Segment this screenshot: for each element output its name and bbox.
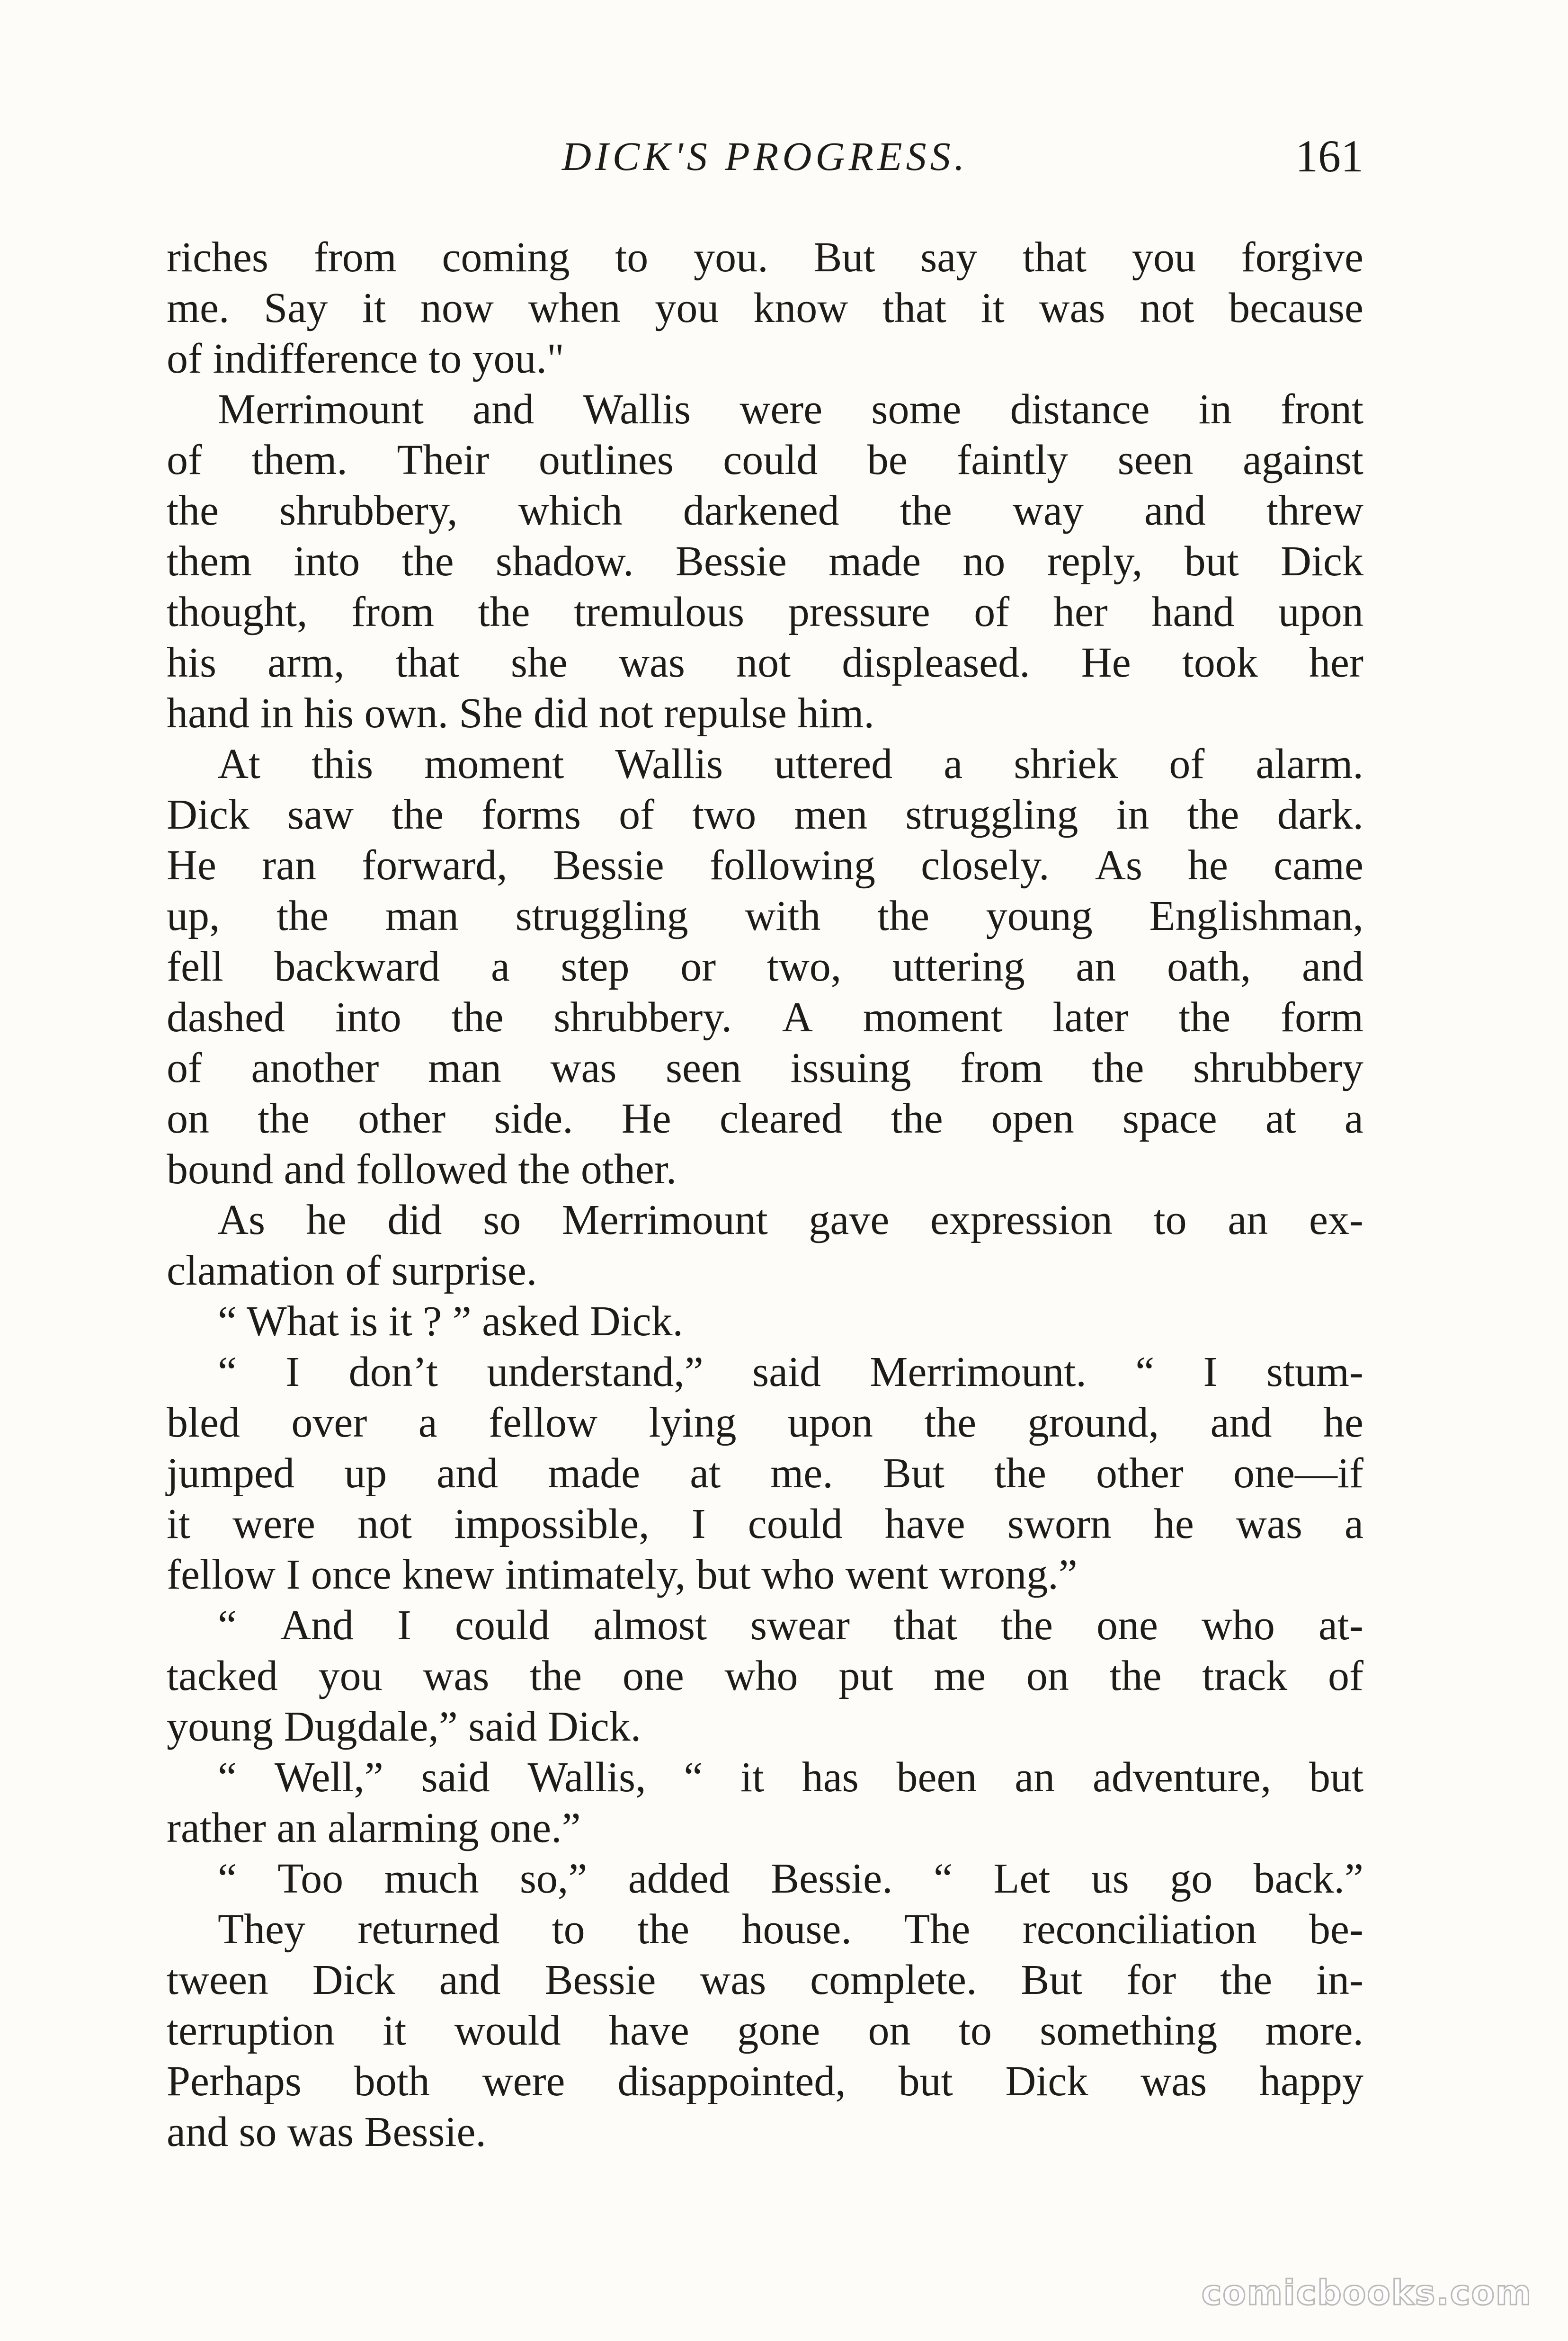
text-line: fell backward a step or two, uttering an oath, and [167, 943, 1363, 990]
text-line: of another man was seen issuing from the shrubbery [167, 1045, 1363, 1091]
text-line: terruption it would have gone on to something more. [167, 2007, 1363, 2054]
text-line: clamation of surprise. [167, 1247, 537, 1294]
text-line: riches from coming to you. But say that you forgive [167, 234, 1363, 281]
text-line: Dick saw the forms of two men struggling in the dark. [167, 791, 1363, 838]
text-line: At this moment Wallis uttered a shriek of alarm. [218, 741, 1363, 787]
text-line: dashed into the shrubbery. A moment later the form [167, 994, 1363, 1041]
text-line: rather an alarming one.” [167, 1805, 581, 1851]
page-header [167, 125, 1363, 187]
text-line: “ And I could almost swear that the one who at- [218, 1602, 1363, 1649]
text-line: He ran forward, Bessie following closely. As he came [167, 842, 1363, 889]
text-line: me. Say it now when you know that it was not because [167, 285, 1363, 331]
text-line: bled over a fellow lying upon the ground, and he [167, 1399, 1363, 1446]
text-line: of indifference to you." [167, 335, 564, 382]
text-line: tacked you was the one who put me on the track of [167, 1653, 1363, 1699]
text-line: them into the shadow. Bessie made no reply, but Dick [167, 538, 1363, 585]
text-line: “ Too much so,” added Bessie. “ Let us go back.” [218, 1855, 1363, 1902]
text-line: it were not impossible, I could have sworn he was a [167, 1501, 1363, 1547]
text-line: jumped up and made at me. But the other one—if [167, 1450, 1363, 1497]
text-line: of them. Their outlines could be faintly seen against [167, 437, 1363, 483]
text-line: tween Dick and Bessie was complete. But for the in- [167, 1957, 1363, 2003]
text-line: hand in his own. She did not repulse him. [167, 690, 874, 737]
body-text [167, 232, 1363, 2157]
text-line: They returned to the house. The reconciliation be- [218, 1906, 1363, 1953]
text-line: Merrimount and Wallis were some distance in front [218, 386, 1363, 433]
text-line: fellow I once knew intimately, but who went wrong.” [167, 1551, 1078, 1598]
page-number: 161 [1295, 131, 1363, 181]
text-line: “ Well,” said Wallis, “ it has been an adventure, but [218, 1754, 1363, 1801]
text-line: up, the man struggling with the young Englishman, [167, 893, 1363, 939]
text-line: his arm, that she was not displeased. He took her [167, 639, 1363, 686]
text-line: and so was Bessie. [167, 2109, 486, 2155]
text-line: thought, from the tremulous pressure of her hand upon [167, 589, 1363, 635]
text-line: Perhaps both were disappointed, but Dick was happy [167, 2058, 1363, 2105]
text-line: on the other side. He cleared the open space at a [167, 1095, 1363, 1142]
text-line: young Dugdale,” said Dick. [167, 1703, 641, 1750]
text-line: “ I don’t understand,” said Merrimount. “ I stum- [218, 1349, 1363, 1395]
watermark: comicbooks.com [1201, 2273, 1532, 2313]
text-line: As he did so Merrimount gave expression to an ex- [218, 1197, 1363, 1243]
running-head: DICK'S PROGRESS. [561, 134, 969, 179]
text-line: bound and followed the other. [167, 1146, 677, 1193]
text-line: the shrubbery, which darkened the way and threw [167, 487, 1363, 534]
text-line: “ What is it ? ” asked Dick. [218, 1298, 684, 1345]
